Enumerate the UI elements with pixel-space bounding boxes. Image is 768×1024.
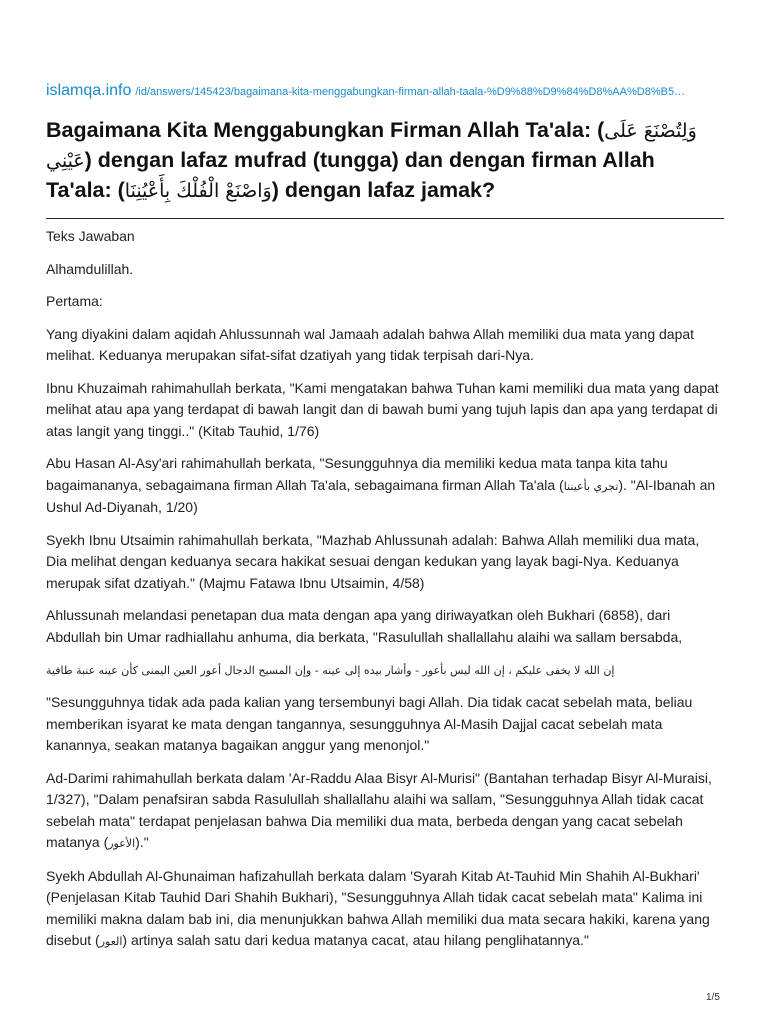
section-label: Teks Jawaban [46,228,135,244]
title-divider [46,218,724,219]
title-arabic-2: وَاصْنَعْ الْفُلْكَ بِأَعْيُنِنَا [124,180,272,202]
arabic-term-inline-2: العور [99,935,123,948]
paragraph-ibnu-utsaimin: Syekh Ibnu Utsaimin rahimahullah berkata, "Mazhab Ahlussunah adalah: Bahwa Allah memiliki dua mata, Dia melihat dengan keduanya secara hakikat sesuai dengan kedukan yang layak bagi-Nya. Keduanya merupak sifat dzatiyah." (Majmu Fatawa Ibnu Utsaimin, 4/58) [46,531,700,591]
arabic-term-inline: الأعور [108,837,136,850]
paragraph-ibnu-khuzaimah: Ibnu Khuzaimah rahimahullah berkata, "Kami mengatakan bahwa Tuhan kami memiliki dua mata yang dapat melihat atau apa yang terdapat di bawah langit dan di bawah bumi yang tujuh lapis dan apa yang terdapat di atas langit yang tinggi.." (Kitab Tauhid, 1/76) [46,379,719,439]
paragraph-hadith-translation: "Sesungguhnya tidak ada pada kalian yang tersembunyi bagi Allah. Dia tidak cacat sebelah mata, beliau memberikan isyarat ke mata dengan tangannya, sesungguhnya Al-Masih Dajjal cacat sebelah mata kanannya, seakan matanya bagaikan anggur yang menonjol." [46,694,693,753]
hadith-arabic: إن الله لا يخفى عليكم ، إن الله ليس بأعور - وأشار بيده إلى عينه - وإن المسيح الدجال أعور العين اليمنى كأن عينه عنبة طافية [46,664,615,677]
source-url [46,82,724,100]
site-link[interactable]: islamqa.info [46,82,132,99]
paragraph-bukhari: Ahlussunah melandasi penetapan dua mata dengan apa yang diriwayatkan oleh Bukhari (6858), dari Abdullah bin Umar radhiallahu anhuma, dia berkata, "Rasulullah shallallahu alaihi wa sallam bersabda, [46,607,683,645]
title-part-2: ) dengan lafaz mufrad (tungga) dan dengan firman Allah Ta'ala: ( [46,148,655,202]
title-arabic-1: وَلِتُصْنَعَ عَلَى عَيْنِي [46,120,697,172]
page-title [46,116,726,206]
arabic-quote-inline: تجري بأعيننا [563,479,619,493]
article-path-link[interactable]: /id/answers/145423/bagaimana-kita-menggabungkan-firman-allah-taala-%D9%88%D9%84%D8%AA%D8%B5… [135,86,686,98]
title-part-1: Bagaimana Kita Menggabungkan Firman Allah Ta'ala: ( [46,118,605,142]
page-number: 1/5 [706,992,720,1003]
paragraph-ad-darimi: Ad-Darimi rahimahullah berkata dalam 'Ar-Raddu Alaa Bisyr Al-Murisi" (Bantahan terhadap Bisyr Al-Muraisi, 1/327), "Dalam penafsiran sabda Rasulullah shallallahu alaihi wa sallam, "Sesungguhnya Allah tidak cacat sebelah mata" terdapat penjelasan bahwa Dia memiliki dua mata, berbeda dengan yang cacat sebelah matanya (الأعور)." [46,769,712,850]
title-part-3: ) dengan lafaz jamak? [271,178,496,202]
section-heading-first: Pertama: [46,293,103,309]
paragraph-aqidah: Yang diyakini dalam aqidah Ahlussunnah wal Jamaah adalah bahwa Allah memiliki dua mata yang dapat melihat. Keduanya merupakan sifat-sifat dzatiyah yang tidak terpisah dari-Nya. [46,325,695,363]
paragraph-al-ghunaiman: Syekh Abdullah Al-Ghunaiman hafizahullah berkata dalam 'Syarah Kitab At-Tauhid Min Shahih Al-Bukhari' (Penjelasan Kitab Tauhid Dari Shahih Bukhari), "Sesungguhnya Allah tidak cacat sebelah mata" Kalima ini memiliki makna dalam bab ini, dia menunjukkan bahwa Allah memiliki dua mata secara hakiki, karena yang disebut (العور) artinya salah satu dari kedua matanya cacat, atau hilang penglihatannya." [46,867,710,948]
article-body [46,226,724,964]
opening-praise: Alhamdulillah. [46,260,134,277]
paragraph-abu-hasan: Abu Hasan Al-Asy'ari rahimahullah berkata, "Sesungguhnya dia memiliki kedua mata tanpa kita tahu bagaimananya, sebagaimana firman Allah Ta'ala, sebagaimana firman Allah Ta'ala (تجري بأعيننا). "Al-Ibanah an Ushul Ad-Diyanah, 1/20) [46,455,716,515]
